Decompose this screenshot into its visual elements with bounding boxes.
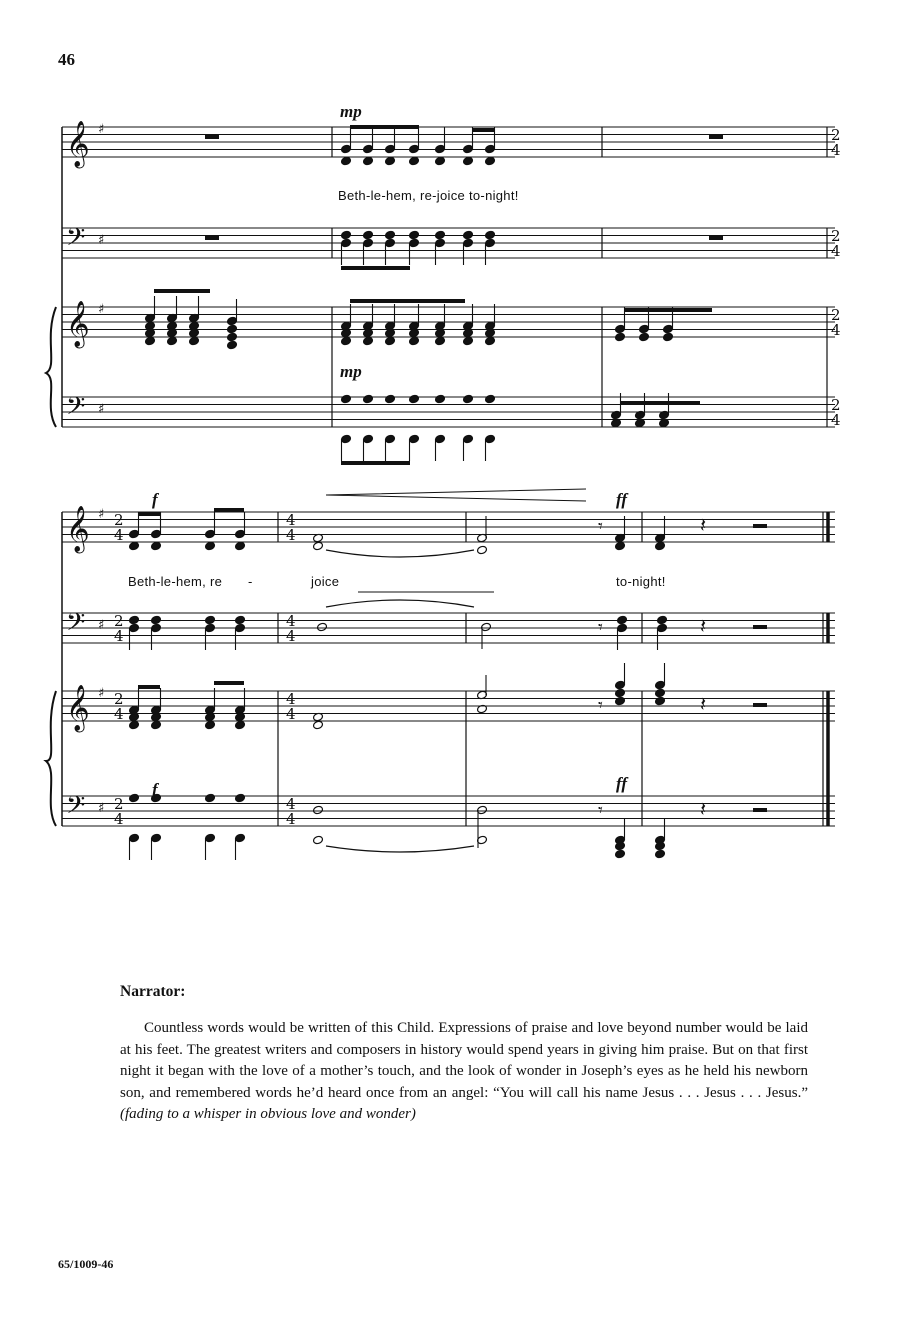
notehead [655, 849, 666, 859]
notehead [485, 238, 496, 248]
notehead [205, 623, 216, 633]
notehead [205, 793, 216, 803]
time-signature-bottom: 4 [286, 526, 296, 544]
time-signature-top: 2 [831, 227, 841, 245]
narration-paragraph [120, 1018, 808, 1126]
treble-clef: 𝄞 [66, 121, 90, 167]
tie [326, 550, 474, 557]
time-signature-top: 4 [286, 511, 296, 529]
whole-rest [753, 808, 767, 812]
whole-rest [753, 524, 767, 528]
key-signature-sharp: ♯ [98, 233, 105, 248]
quarter-rest: 𝄽 [700, 513, 707, 537]
dynamic-f-choir: f [152, 490, 158, 509]
notehead [313, 835, 324, 845]
notehead [463, 230, 474, 240]
bass-clef: 𝄢 [66, 791, 86, 826]
notehead [151, 615, 162, 625]
notehead [227, 324, 238, 334]
notehead [151, 529, 162, 539]
lyric-word-bethlehem: Beth-le-hem, [128, 574, 207, 589]
whole-rest [753, 703, 767, 707]
key-signature-sharp: ♯ [98, 686, 105, 701]
bass-clef: 𝄢 [66, 392, 86, 427]
notehead [477, 545, 488, 555]
lyric-line-1: Beth-le-hem, re-joice to-night! [338, 188, 519, 203]
notehead [205, 615, 216, 625]
notehead [129, 529, 140, 539]
tie [326, 846, 474, 852]
notehead [615, 680, 626, 690]
eighth-rest: 𝄾 [598, 800, 603, 821]
notehead [313, 720, 324, 730]
notehead [227, 316, 238, 326]
notehead [655, 541, 666, 551]
dynamic-ff-choir: ff [616, 490, 628, 509]
time-signature-bottom: 4 [831, 411, 841, 429]
notehead [409, 156, 420, 166]
key-signature-sharp: ♯ [98, 122, 105, 137]
time-signature-top: 2 [831, 306, 841, 324]
tie [326, 600, 474, 607]
lyric-hyphen: - [248, 574, 253, 589]
key-signature-sharp: ♯ [98, 402, 105, 417]
whole-rest [709, 135, 723, 139]
dynamic-f-piano: f [152, 780, 158, 799]
time-signature-bottom: 4 [286, 810, 296, 828]
time-signature-top: 4 [286, 612, 296, 630]
notehead [435, 144, 446, 154]
notehead [463, 434, 474, 444]
notehead [409, 434, 420, 444]
bass-clef: 𝄢 [66, 608, 86, 643]
lyric-word-re: re [210, 574, 223, 589]
notehead [617, 623, 628, 633]
footer-catalog-code: 65/1009-46 [58, 1257, 114, 1271]
time-signature-bottom: 4 [114, 526, 124, 544]
notehead [617, 615, 628, 625]
piano-brace [46, 307, 56, 427]
time-signature-top: 2 [831, 396, 841, 414]
notehead [129, 615, 140, 625]
notehead [655, 688, 666, 698]
notehead [409, 144, 420, 154]
notehead [485, 434, 496, 444]
notehead [657, 615, 668, 625]
notehead [663, 324, 674, 334]
notehead [341, 336, 352, 346]
notehead [151, 720, 162, 730]
whole-rest [205, 135, 219, 139]
notehead [129, 793, 140, 803]
eighth-rest: 𝄾 [598, 695, 603, 716]
notehead [385, 336, 396, 346]
notehead [639, 324, 650, 334]
notehead [385, 394, 396, 404]
notehead [385, 434, 396, 444]
whole-rest [709, 236, 723, 240]
notehead [655, 680, 666, 690]
notehead [363, 238, 374, 248]
notehead [313, 541, 324, 551]
notehead [235, 793, 246, 803]
notehead [409, 238, 420, 248]
time-signature-bottom: 4 [831, 242, 841, 260]
notehead [615, 696, 626, 706]
notehead [435, 394, 446, 404]
notehead [151, 541, 162, 551]
notehead [205, 541, 216, 551]
notehead [235, 833, 246, 843]
notehead [655, 696, 666, 706]
notehead [385, 230, 396, 240]
notehead [235, 615, 246, 625]
time-signature-bottom: 4 [286, 627, 296, 645]
key-signature-sharp: ♯ [98, 507, 105, 522]
bass-clef: 𝄢 [66, 223, 86, 258]
notehead [385, 156, 396, 166]
narration-text: Countless words would be written of this Child. Expressions of praise and love beyond number would be laid at his feet. The greatest writers and composers in history would spend years in giving him praise. But on that first night it began with the love of a mother’s touch, and the look of wonder in Joseph’s eyes as he held his newborn son, and remembered words he’d heard once from an angel: “You will call his name Jesus . . . Jesus . . . Jesus.” [120, 1020, 808, 1101]
notehead [129, 720, 140, 730]
notehead [129, 833, 140, 843]
eighth-rest: 𝄾 [598, 617, 603, 638]
notehead [463, 238, 474, 248]
notehead [227, 340, 238, 350]
notehead [615, 324, 626, 334]
lyric-word-joice: joice [311, 574, 340, 589]
treble-clef: 𝄞 [66, 506, 90, 552]
key-signature-sharp: ♯ [98, 302, 105, 317]
notehead [317, 622, 328, 632]
notehead [129, 623, 140, 633]
notehead [485, 230, 496, 240]
stage-direction: (fading to a whisper in obvious love and wonder) [120, 1106, 416, 1122]
notehead [151, 623, 162, 633]
notehead [435, 156, 446, 166]
notehead [363, 394, 374, 404]
notehead [409, 394, 420, 404]
time-signature-bottom: 4 [831, 321, 841, 339]
notehead [205, 720, 216, 730]
whole-rest [753, 625, 767, 629]
dynamic-mp-choir: mp [340, 102, 362, 121]
notehead [615, 688, 626, 698]
notehead [363, 144, 374, 154]
notehead [341, 144, 352, 154]
notehead [189, 336, 200, 346]
treble-clef: 𝄞 [66, 301, 90, 347]
piano-brace [46, 691, 56, 826]
time-signature-top: 2 [114, 612, 124, 630]
notehead [485, 394, 496, 404]
notehead [363, 230, 374, 240]
notehead [435, 238, 446, 248]
eighth-rest: 𝄾 [598, 516, 603, 537]
notehead [615, 849, 626, 859]
notehead [485, 336, 496, 346]
notehead [435, 336, 446, 346]
notehead [363, 156, 374, 166]
notehead [435, 434, 446, 444]
notehead [313, 805, 324, 815]
notehead [409, 336, 420, 346]
notehead [341, 238, 352, 248]
notehead [385, 238, 396, 248]
time-signature-bottom: 4 [114, 627, 124, 645]
time-signature-top: 2 [114, 690, 124, 708]
notehead [205, 833, 216, 843]
notehead [663, 332, 674, 342]
notehead [463, 144, 474, 154]
notehead [235, 720, 246, 730]
notehead [129, 541, 140, 551]
narrator-label: Narrator: [120, 983, 186, 1000]
notehead [485, 156, 496, 166]
notehead [235, 623, 246, 633]
time-signature-bottom: 4 [114, 810, 124, 828]
notehead [235, 541, 246, 551]
notehead [463, 336, 474, 346]
notehead [145, 336, 156, 346]
notehead [615, 332, 626, 342]
notehead [341, 394, 352, 404]
time-signature-top: 2 [114, 511, 124, 529]
notehead [615, 541, 626, 551]
notehead [363, 434, 374, 444]
notehead [341, 434, 352, 444]
notehead [227, 332, 238, 342]
whole-rest [205, 236, 219, 240]
notehead [167, 336, 178, 346]
notehead [205, 529, 216, 539]
notehead [385, 144, 396, 154]
notehead [341, 230, 352, 240]
key-signature-sharp: ♯ [98, 801, 105, 816]
notehead [463, 394, 474, 404]
key-signature-sharp: ♯ [98, 618, 105, 633]
quarter-rest: 𝄽 [700, 614, 707, 638]
notehead [363, 336, 374, 346]
time-signature-top: 2 [831, 126, 841, 144]
notehead [151, 833, 162, 843]
time-signature-top: 2 [114, 795, 124, 813]
dynamic-ff-piano: ff [616, 774, 628, 793]
notehead [435, 230, 446, 240]
crescendo-hairpin [326, 489, 586, 501]
time-signature-bottom: 4 [286, 705, 296, 723]
lyric-word-tonight: to-night! [616, 574, 666, 589]
page-number: 46 [58, 50, 75, 69]
dynamic-mp-piano: mp [340, 362, 362, 381]
time-signature-bottom: 4 [831, 141, 841, 159]
notehead [341, 156, 352, 166]
time-signature-top: 4 [286, 690, 296, 708]
notehead [639, 332, 650, 342]
notehead [463, 156, 474, 166]
notehead [657, 623, 668, 633]
notehead [409, 230, 420, 240]
notehead [485, 144, 496, 154]
time-signature-top: 4 [286, 795, 296, 813]
treble-clef: 𝄞 [66, 685, 90, 731]
quarter-rest: 𝄽 [700, 692, 707, 716]
notehead [235, 529, 246, 539]
time-signature-bottom: 4 [114, 705, 124, 723]
quarter-rest: 𝄽 [700, 797, 707, 821]
